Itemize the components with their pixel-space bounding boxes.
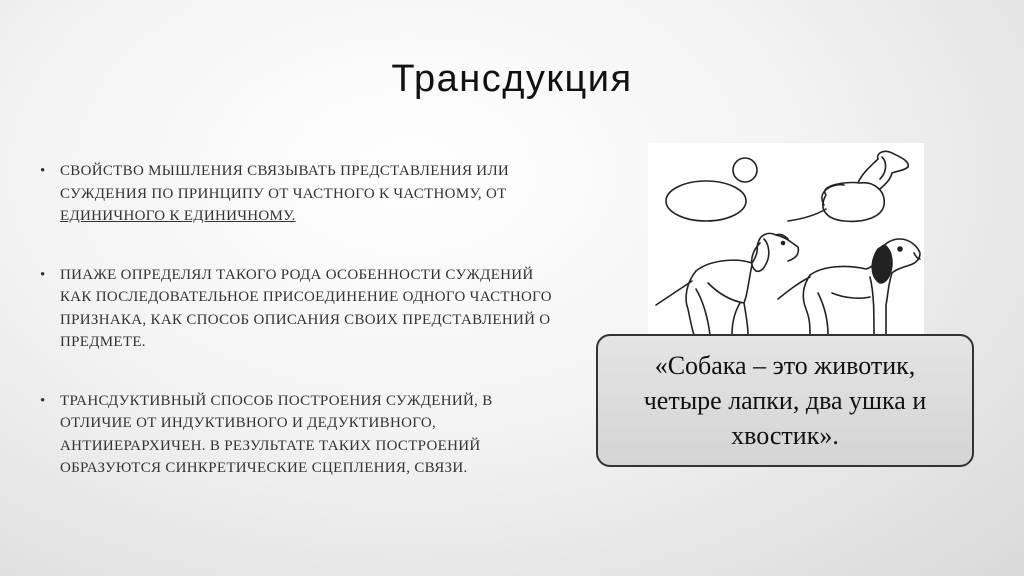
- quote-callout: [596, 334, 974, 467]
- bullet-text: СВОЙСТВО МЫШЛЕНИЯ СВЯЗЫВАТЬ ПРЕДСТАВЛЕНИЯ ИЛИ СУЖДЕНИЯ ПО ПРИНЦИПУ ОТ ЧАСТНОГО К ЧАСТНОМУ, ОТ: [60, 163, 510, 202]
- dog-step-4: [778, 239, 920, 335]
- bullet-marker: •: [40, 266, 46, 283]
- dog-sketch-illustration: [648, 143, 924, 343]
- bullet-item: [40, 264, 560, 354]
- dog-drawing-steps-image: [648, 143, 924, 343]
- quote-text: «Собака – это животик, четыре лапки, два ушка и хвостик».: [643, 351, 927, 450]
- bullet-item: [40, 160, 560, 228]
- bullet-text: ПИАЖЕ ОПРЕДЕЛЯЛ ТАКОГО РОДА ОСОБЕННОСТИ СУЖДЕНИЙ КАК ПОСЛЕДОВАТЕЛЬНОЕ ПРИСОЕДИНЕНИЕ ОДНОГО ЧАСТНОГО ПРИЗНАКА, КАК СПОСОБ ОПИСАНИЯ СВОИХ ПРЕДСТАВЛЕНИЙ О ПРЕДМЕТЕ.: [60, 266, 552, 350]
- dog-step-2: [788, 151, 908, 221]
- dog-step-3: [656, 233, 798, 335]
- bullet-text: ТРАНСДУКТИВНЫЙ СПОСОБ ПОСТРОЕНИЯ СУЖДЕНИЙ, В ОТЛИЧИЕ ОТ ИНДУКТИВНОГО И ДЕДУКТИВНОГО, АНТИИЕРАРХИЧЕН. В РЕЗУЛЬТАТЕ ТАКИХ ПОСТРОЕНИЙ ОБРАЗУЮТСЯ СИНКРЕТИЧЕСКИЕ СЦЕПЛЕНИЯ, СВЯЗИ.: [60, 392, 493, 476]
- bullet-marker: •: [40, 392, 46, 409]
- bullet-list: [40, 160, 560, 516]
- bullet-item: [40, 390, 560, 480]
- bullet-marker: •: [40, 163, 46, 179]
- dog-step-1: [666, 158, 757, 221]
- bullet-underlined-text: ЕДИНИЧНОГО К ЕДИНИЧНОМУ.: [60, 208, 296, 224]
- slide-title: Трансдукция: [391, 58, 633, 100]
